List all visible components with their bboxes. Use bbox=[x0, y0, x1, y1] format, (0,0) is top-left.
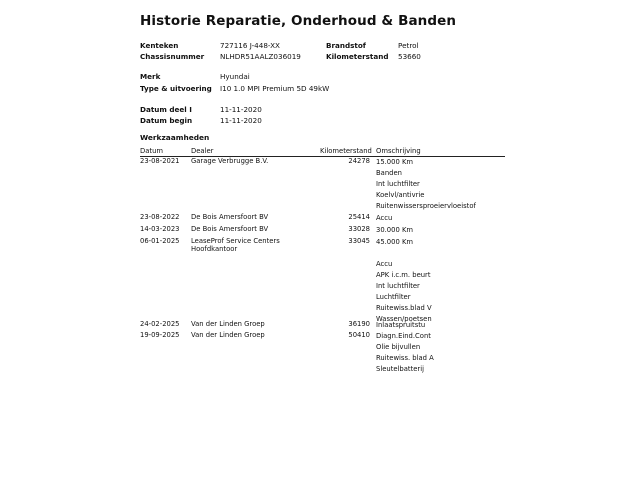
omschrijving-line: Banden bbox=[376, 169, 402, 177]
dealer-line: Van der Linden Groep bbox=[191, 320, 265, 328]
column-header-dealer: Dealer bbox=[191, 147, 214, 155]
omschrijving-line: Accu bbox=[376, 260, 393, 268]
omschrijving-line: Inlaatspruitstu bbox=[376, 321, 426, 329]
row-datum: 23-08-2021 bbox=[140, 157, 180, 165]
row-datum: 14-03-2023 bbox=[140, 225, 180, 233]
merk-value: Hyundai bbox=[220, 72, 250, 81]
omschrijving-line: 45.000 Km bbox=[376, 238, 414, 246]
kenteken-label: Kenteken bbox=[140, 41, 179, 50]
row-kilometerstand: 50410 bbox=[348, 331, 370, 339]
omschrijving-line: 30.000 Km bbox=[376, 226, 414, 234]
omschrijving-line: Ruitenwissersproeiervloeistof bbox=[376, 202, 476, 210]
row-dealer bbox=[191, 237, 280, 253]
page-title: Historie Reparatie, Onderhoud & Banden bbox=[140, 13, 457, 29]
row-kilometerstand: 25414 bbox=[348, 213, 370, 221]
dealer-line: LeaseProf Service Centers bbox=[191, 237, 280, 245]
omschrijving-line: Int luchtfilter bbox=[376, 180, 420, 188]
row-dealer bbox=[191, 157, 268, 165]
kilometerstand-value: 53660 bbox=[398, 52, 421, 61]
row-dealer bbox=[191, 320, 265, 328]
row-datum: 19-09-2025 bbox=[140, 331, 180, 339]
chassis-label: Chassisnummer bbox=[140, 52, 205, 61]
omschrijving-line: Koelvl/antivrie bbox=[376, 191, 425, 199]
row-kilometerstand: 36190 bbox=[348, 320, 370, 328]
dealer-line: De Bois Amersfoort BV bbox=[191, 225, 269, 233]
row-datum: 23-08-2022 bbox=[140, 213, 180, 221]
row-dealer bbox=[191, 225, 268, 233]
row-datum: 24-02-2025 bbox=[140, 320, 180, 328]
row-omschrijving bbox=[376, 331, 434, 375]
type-label: Type & uitvoering bbox=[140, 84, 212, 93]
omschrijving-line: Wassen/poetsen bbox=[376, 315, 432, 323]
dealer-line: Garage Verbrugge B.V. bbox=[191, 157, 269, 165]
row-datum: 06-01-2025 bbox=[140, 237, 180, 245]
column-header-datum: Datum bbox=[140, 147, 163, 155]
row-dealer bbox=[191, 331, 265, 339]
column-header-omschrijving: Omschrijving bbox=[376, 147, 421, 155]
datum-begin-label: Datum begin bbox=[140, 116, 193, 125]
brandstof-value: Petrol bbox=[398, 41, 419, 50]
row-omschrijving bbox=[376, 320, 425, 331]
omschrijving-line: Ruitewiss. blad A bbox=[376, 354, 434, 362]
merk-label: Merk bbox=[140, 72, 161, 81]
datum-deel1-value: 11-11-2020 bbox=[220, 105, 262, 114]
omschrijving-line: Luchtfilter bbox=[376, 293, 411, 301]
omschrijving-line bbox=[376, 248, 432, 259]
row-omschrijving bbox=[376, 237, 432, 325]
row-omschrijving bbox=[376, 213, 392, 224]
datum-begin-value: 11-11-2020 bbox=[220, 116, 262, 125]
omschrijving-line: Sleutelbatterij bbox=[376, 365, 424, 373]
row-kilometerstand: 33028 bbox=[348, 225, 370, 233]
omschrijving-line: Int luchtfilter bbox=[376, 282, 420, 290]
datum-deel1-label: Datum deel I bbox=[140, 105, 192, 114]
kilometerstand-label: Kilometerstand bbox=[326, 52, 389, 61]
omschrijving-line: APK i.c.m. beurt bbox=[376, 271, 431, 279]
column-header-kilometerstand: Kilometerstand bbox=[320, 147, 372, 155]
omschrijving-line: Diagn.Eind.Cont bbox=[376, 332, 431, 340]
brandstof-label: Brandstof bbox=[326, 41, 366, 50]
row-omschrijving bbox=[376, 157, 476, 212]
kenteken-value: 727116 J-448-XX bbox=[220, 41, 280, 50]
row-kilometerstand: 24278 bbox=[348, 157, 370, 165]
omschrijving-line: 15.000 Km bbox=[376, 158, 414, 166]
row-omschrijving bbox=[376, 225, 413, 236]
dealer-line: Hoofdkantoor bbox=[191, 245, 238, 253]
row-dealer bbox=[191, 213, 268, 221]
dealer-line: Van der Linden Groep bbox=[191, 331, 265, 339]
werkzaamheden-heading: Werkzaamheden bbox=[140, 133, 210, 142]
omschrijving-line: Ruitewiss.blad V bbox=[376, 304, 432, 312]
chassis-value: NLHDR51AALZ036019 bbox=[220, 52, 301, 61]
row-kilometerstand: 33045 bbox=[348, 237, 370, 245]
omschrijving-line: Olie bijvullen bbox=[376, 343, 421, 351]
dealer-line: De Bois Amersfoort BV bbox=[191, 213, 269, 221]
type-value: I10 1.0 MPI Premium 5D 49kW bbox=[220, 84, 330, 93]
omschrijving-line: Accu bbox=[376, 214, 393, 222]
